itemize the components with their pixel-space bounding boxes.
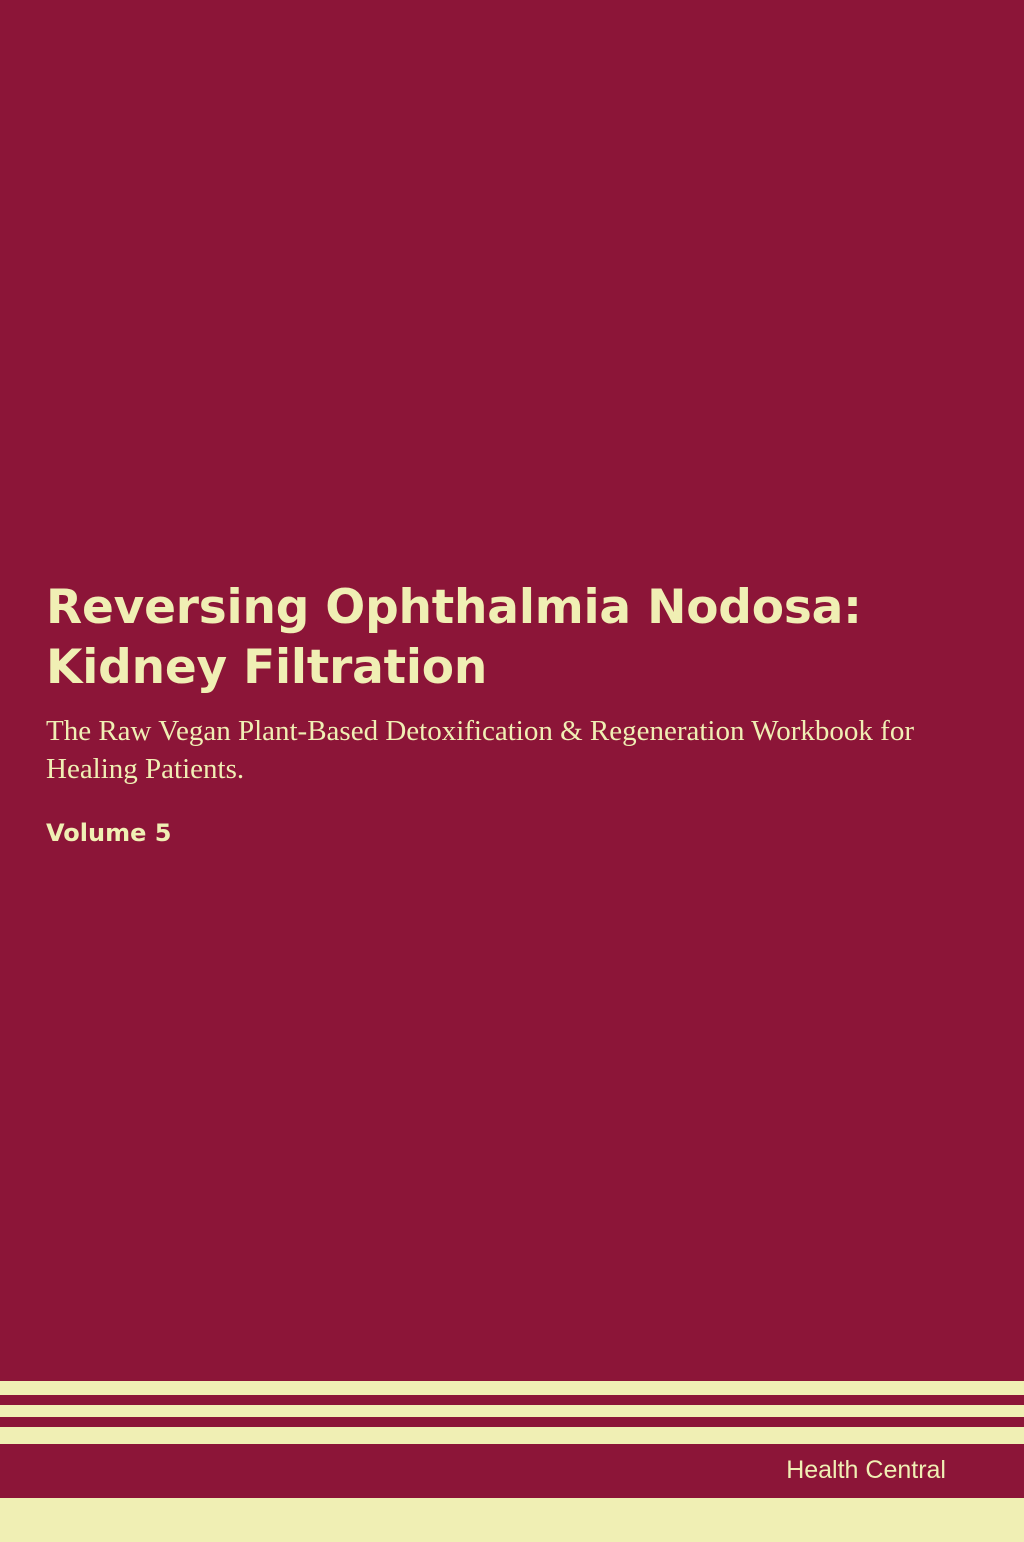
stripe-cream-3: [0, 1427, 1024, 1444]
stripe-cream-4: [0, 1498, 1024, 1542]
publisher-name: Health Central: [786, 1456, 946, 1484]
publisher-band: [0, 1444, 1024, 1498]
cover-stripe-band: [0, 1381, 1024, 1542]
cover-volume: Volume 5: [46, 818, 172, 847]
cover-text-block: [46, 578, 946, 847]
cover-subtitle: The Raw Vegan Plant-Based Detoxification & Regeneration Workbook for Healing Patients.: [46, 715, 914, 786]
stripe-maroon-1: [0, 1395, 1024, 1405]
page-title: Reversing Ophthalmia Nodosa: Kidney Filtration: [46, 580, 862, 695]
stripe-cream-1: [0, 1381, 1024, 1395]
stripe-cream-2: [0, 1405, 1024, 1417]
stripe-maroon-2: [0, 1417, 1024, 1427]
